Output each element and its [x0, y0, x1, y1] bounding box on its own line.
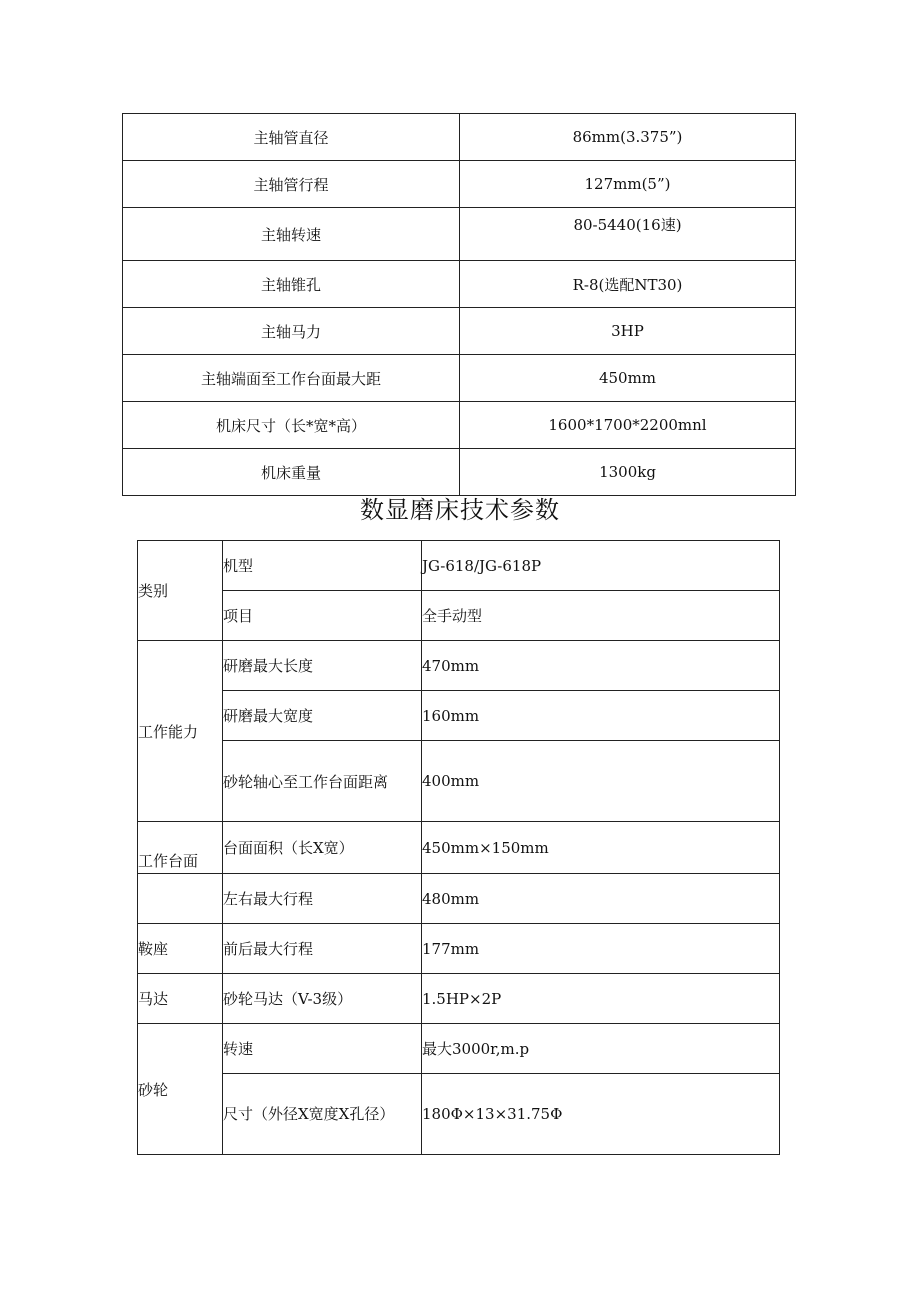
item-cell: 尺寸（外径X宽度X孔径） [223, 1074, 422, 1155]
table-row [123, 208, 796, 261]
spec-label: 主轴端面至工作台面最大距 [123, 355, 460, 402]
category-cell: 鞍座 [138, 924, 223, 974]
spec-value: 1600*1700*2200mnl [460, 402, 796, 449]
item-cell: 前后最大行程 [223, 924, 422, 974]
table-row [123, 402, 796, 449]
spec-value: 450mm [460, 355, 796, 402]
table-row [123, 114, 796, 161]
table-row [138, 541, 780, 591]
table-row [138, 1074, 780, 1155]
table-row [138, 924, 780, 974]
item-cell: 砂轮马达（V-3级） [223, 974, 422, 1024]
value-cell: 180Φ×13×31.75Φ [422, 1074, 780, 1155]
spec-label: 主轴管直径 [123, 114, 460, 161]
spec-label: 主轴管行程 [123, 161, 460, 208]
spec-value: 127mm(5”) [460, 161, 796, 208]
spec-value: 86mm(3.375”) [460, 114, 796, 161]
spec-value: 3HP [460, 308, 796, 355]
value-cell: 450mm×150mm [422, 822, 780, 874]
spec-label: 机床尺寸（长*宽*高） [123, 402, 460, 449]
value-cell: 160mm [422, 691, 780, 741]
category-cell: 马达 [138, 974, 223, 1024]
item-cell: 研磨最大宽度 [223, 691, 422, 741]
value-cell: 全手动型 [422, 591, 780, 641]
value-cell: 400mm [422, 741, 780, 822]
item-cell: 左右最大行程 [223, 874, 422, 924]
item-cell: 研磨最大长度 [223, 641, 422, 691]
table-row [138, 874, 780, 924]
table-row [138, 591, 780, 641]
category-cell: 类别 [138, 541, 223, 641]
value-cell: 470mm [422, 641, 780, 691]
item-cell: 砂轮轴心至工作台面距离 [223, 741, 422, 822]
spec-table-2 [137, 540, 780, 1155]
category-cell: 砂轮 [138, 1024, 223, 1155]
spec-table-1 [122, 113, 796, 496]
spec-value: R-8(选配NT30) [460, 261, 796, 308]
section-title: 数显磨床技术参数 [360, 496, 560, 524]
item-cell: 台面面积（长X宽） [223, 822, 422, 874]
table-row [123, 308, 796, 355]
table-row [138, 641, 780, 691]
table-row [138, 741, 780, 822]
item-cell: 机型 [223, 541, 422, 591]
table-row [138, 974, 780, 1024]
value-cell: 480mm [422, 874, 780, 924]
category-cell: 工作能力 [138, 641, 223, 822]
spec-value: 80-5440(16速) [460, 208, 796, 261]
table-row [123, 355, 796, 402]
spec-label: 机床重量 [123, 449, 460, 496]
value-cell: 最大3000r,m.p [422, 1024, 780, 1074]
category-cell: 工作台面 [138, 822, 223, 874]
spec-label: 主轴马力 [123, 308, 460, 355]
item-cell: 项目 [223, 591, 422, 641]
spec-label: 主轴转速 [123, 208, 460, 261]
table-row [123, 261, 796, 308]
table-row [138, 1024, 780, 1074]
table-row [138, 822, 780, 874]
spec-value: 1300kg [460, 449, 796, 496]
value-cell: 1.5HP×2P [422, 974, 780, 1024]
empty-cell [138, 874, 223, 924]
spec-label: 主轴锥孔 [123, 261, 460, 308]
table-row [123, 161, 796, 208]
value-cell: 177mm [422, 924, 780, 974]
table-row [138, 691, 780, 741]
value-cell: JG-618/JG-618P [422, 541, 780, 591]
item-cell: 转速 [223, 1024, 422, 1074]
table-row [123, 449, 796, 496]
